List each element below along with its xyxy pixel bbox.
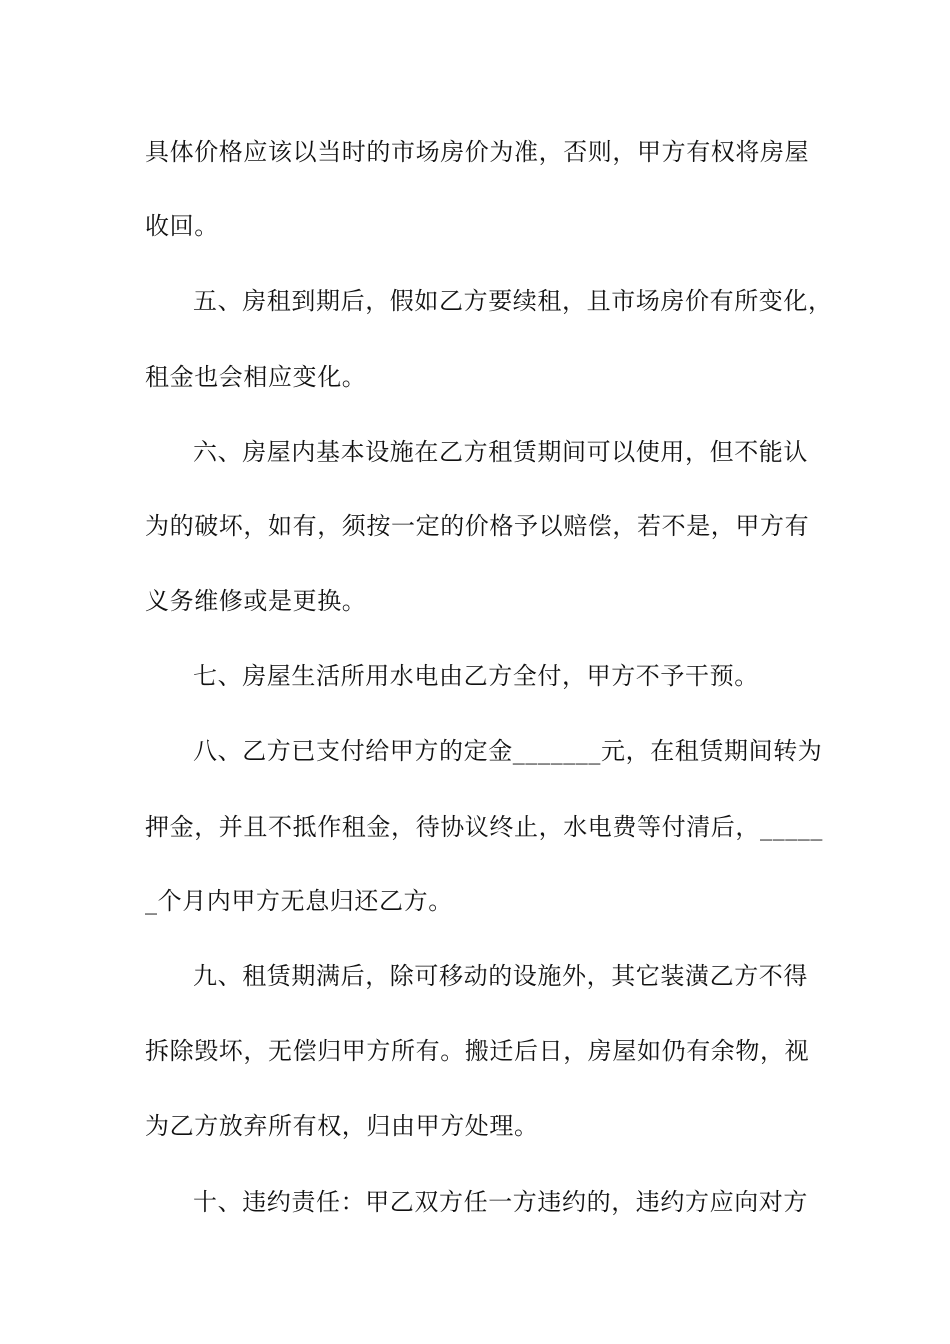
text-line: 为乙方放弃所有权，归由甲方处理。	[145, 1112, 539, 1140]
paragraph-6-start: 六、房屋内基本设施在乙方租赁期间可以使用，但不能认	[193, 438, 808, 466]
paragraph-5-start: 五、房租到期后，假如乙方要续租，且市场房价有所变化，	[193, 287, 833, 315]
paragraph-10-start: 十、违约责任：甲乙双方任一方违约的，违约方应向对方	[193, 1188, 808, 1216]
text-line: 义务维修或是更换。	[145, 587, 367, 615]
paragraph-9-start: 九、租赁期满后，除可移动的设施外，其它装潢乙方不得	[193, 962, 808, 990]
text-line: 押金，并且不抵作租金，待协议终止，水电费等付清后，_____	[145, 813, 823, 841]
text-line: _个月内甲方无息归还乙方。	[145, 887, 453, 915]
paragraph-7: 七、房屋生活所用水电由乙方全付，甲方不予干预。	[193, 662, 759, 690]
text-line: 拆除毁坏，无偿归甲方所有。搬迁后日，房屋如仍有余物，视	[145, 1037, 810, 1065]
text-line: 为的破坏，如有，须按一定的价格予以赔偿，若不是，甲方有	[145, 512, 810, 540]
text-line: 租金也会相应变化。	[145, 363, 367, 391]
paragraph-8-start: 八、乙方已支付给甲方的定金_______元，在租赁期间转为	[193, 737, 823, 765]
text-line: 具体价格应该以当时的市场房价为准，否则，甲方有权将房屋	[145, 138, 810, 166]
text-line: 收回。	[145, 212, 219, 240]
